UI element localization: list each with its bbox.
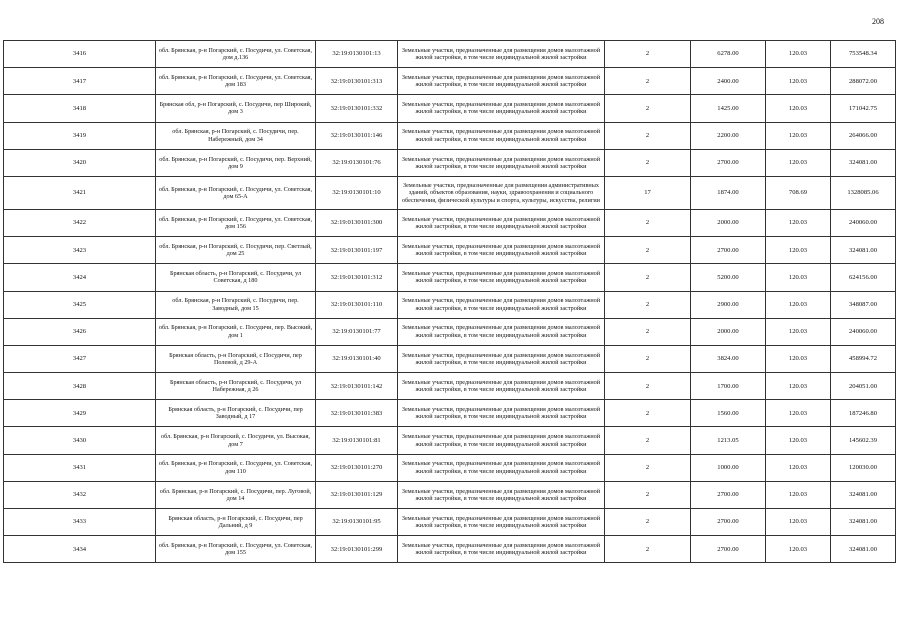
land-use-cell: Земельные участки, предназначенные для размещения домов малоэтажной жилой застройки, в том числе индивидуальной жилой застройки (398, 509, 605, 536)
specific-value-cell: 120.03 (766, 400, 831, 427)
specific-value-cell: 120.03 (766, 68, 831, 95)
specific-value-cell: 708.69 (766, 176, 831, 209)
table-row (4, 149, 896, 176)
group-cell: 2 (605, 509, 691, 536)
address-cell: обл. Брянская, р-н Погарский, с. Посудичи, ул. Советская, дом 110 (156, 454, 316, 481)
address-cell: обл. Брянская, р-н Погарский, с. Посудичи, пер. Луговой, дом 14 (156, 481, 316, 508)
land-use-cell: Земельные участки, предназначенные для размещения домов малоэтажной жилой застройки, в том числе индивидуальной жилой застройки (398, 237, 605, 264)
group-cell: 2 (605, 122, 691, 149)
cadastral-number-cell: 32:19:0130101:95 (316, 509, 398, 536)
area-cell: 2700.00 (691, 149, 766, 176)
address-cell: обл. Брянская, р-н Погарский, с. Посудичи, ул. Советская, дом 156 (156, 209, 316, 236)
table-row (4, 237, 896, 264)
area-cell: 2400.00 (691, 68, 766, 95)
row-number-cell: 3428 (4, 373, 156, 400)
specific-value-cell: 120.03 (766, 318, 831, 345)
cadastral-number-cell: 32:19:0130101:146 (316, 122, 398, 149)
row-number-cell: 3418 (4, 95, 156, 122)
cadastral-value-cell: 145602.39 (831, 427, 896, 454)
table-row (4, 264, 896, 291)
specific-value-cell: 120.03 (766, 209, 831, 236)
row-number-cell: 3431 (4, 454, 156, 481)
cadastral-value-cell: 204051.00 (831, 373, 896, 400)
specific-value-cell: 120.03 (766, 237, 831, 264)
area-cell: 1700.00 (691, 373, 766, 400)
land-use-cell: Земельные участки, предназначенные для размещения домов малоэтажной жилой застройки, в том числе индивидуальной жилой застройки (398, 427, 605, 454)
land-use-cell: Земельные участки, предназначенные для размещения домов малоэтажной жилой застройки, в том числе индивидуальной жилой застройки (398, 41, 605, 68)
group-cell: 17 (605, 176, 691, 209)
table-row (4, 176, 896, 209)
row-number-cell: 3423 (4, 237, 156, 264)
table-row (4, 122, 896, 149)
area-cell: 2000.00 (691, 318, 766, 345)
row-number-cell: 3419 (4, 122, 156, 149)
cadastral-value-cell: 240060.00 (831, 209, 896, 236)
cadastral-value-cell: 624156.00 (831, 264, 896, 291)
address-cell: обл. Брянская, р-н Погарский, с. Посудичи, ул. Советская, дом д.136 (156, 41, 316, 68)
specific-value-cell: 120.03 (766, 291, 831, 318)
area-cell: 2900.00 (691, 291, 766, 318)
cadastral-value-cell: 348087.00 (831, 291, 896, 318)
cadastral-number-cell: 32:19:0130101:383 (316, 400, 398, 427)
table-row (4, 345, 896, 372)
group-cell: 2 (605, 68, 691, 95)
row-number-cell: 3427 (4, 345, 156, 372)
area-cell: 5200.00 (691, 264, 766, 291)
cadastral-number-cell: 32:19:0130101:10 (316, 176, 398, 209)
cadastral-number-cell: 32:19:0130101:76 (316, 149, 398, 176)
table-row (4, 454, 896, 481)
land-use-cell: Земельные участки, предназначенные для размещения домов малоэтажной жилой застройки, в том числе индивидуальной жилой застройки (398, 149, 605, 176)
cadastral-number-cell: 32:19:0130101:129 (316, 481, 398, 508)
cadastral-value-cell: 324081.00 (831, 536, 896, 563)
cadastral-number-cell: 32:19:0130101:40 (316, 345, 398, 372)
land-use-cell: Земельные участки, предназначенные для размещения домов малоэтажной жилой застройки, в том числе индивидуальной жилой застройки (398, 454, 605, 481)
group-cell: 2 (605, 400, 691, 427)
area-cell: 3824.00 (691, 345, 766, 372)
group-cell: 2 (605, 481, 691, 508)
area-cell: 1560.00 (691, 400, 766, 427)
cadastral-number-cell: 32:19:0130101:312 (316, 264, 398, 291)
cadastral-value-cell: 171042.75 (831, 95, 896, 122)
address-cell: обл. Брянская, р-н Погарский, с. Посудичи, ул. Высокая, дом 7 (156, 427, 316, 454)
area-cell: 2700.00 (691, 536, 766, 563)
row-number-cell: 3429 (4, 400, 156, 427)
cadastral-number-cell: 32:19:0130101:197 (316, 237, 398, 264)
specific-value-cell: 120.03 (766, 122, 831, 149)
group-cell: 2 (605, 41, 691, 68)
address-cell: Брянская область, р-н Погарский, с. Посудичи, пер Заводный, д 17 (156, 400, 316, 427)
group-cell: 2 (605, 95, 691, 122)
cadastral-number-cell: 32:19:0130101:13 (316, 41, 398, 68)
row-number-cell: 3416 (4, 41, 156, 68)
cadastral-number-cell: 32:19:0130101:313 (316, 68, 398, 95)
specific-value-cell: 120.03 (766, 95, 831, 122)
area-cell: 6278.00 (691, 41, 766, 68)
table-row (4, 481, 896, 508)
land-use-cell: Земельные участки, предназначенные для размещения административных зданий, объектов образования, науки, здравоохранения и социального обеспечения, физической культуры и спорта, культуры, искусства, религии (398, 176, 605, 209)
table-row (4, 400, 896, 427)
row-number-cell: 3430 (4, 427, 156, 454)
land-use-cell: Земельные участки, предназначенные для размещения домов малоэтажной жилой застройки, в том числе индивидуальной жилой застройки (398, 68, 605, 95)
table-row (4, 427, 896, 454)
table-row (4, 291, 896, 318)
cadastral-number-cell: 32:19:0130101:299 (316, 536, 398, 563)
cadastral-value-cell: 324081.00 (831, 237, 896, 264)
land-use-cell: Земельные участки, предназначенные для размещения домов малоэтажной жилой застройки, в том числе индивидуальной жилой застройки (398, 373, 605, 400)
row-number-cell: 3432 (4, 481, 156, 508)
land-use-cell: Земельные участки, предназначенные для размещения домов малоэтажной жилой застройки, в том числе индивидуальной жилой застройки (398, 400, 605, 427)
specific-value-cell: 120.03 (766, 345, 831, 372)
group-cell: 2 (605, 149, 691, 176)
cadastral-number-cell: 32:19:0130101:142 (316, 373, 398, 400)
address-cell: обл. Брянская, р-н Погарский, с. Посудичи, пер. Светлый, дом 25 (156, 237, 316, 264)
area-cell: 1874.00 (691, 176, 766, 209)
land-use-cell: Земельные участки, предназначенные для размещения домов малоэтажной жилой застройки, в том числе индивидуальной жилой застройки (398, 345, 605, 372)
cadastral-number-cell: 32:19:0130101:300 (316, 209, 398, 236)
specific-value-cell: 120.03 (766, 509, 831, 536)
cadastral-value-cell: 324081.00 (831, 509, 896, 536)
address-cell: Брянская область, р-н Погарский, с. Посудичи, пер Дальний, д 9 (156, 509, 316, 536)
table-row (4, 373, 896, 400)
cadastral-value-cell: 187246.80 (831, 400, 896, 427)
land-use-cell: Земельные участки, предназначенные для размещения домов малоэтажной жилой застройки, в том числе индивидуальной жилой застройки (398, 95, 605, 122)
area-cell: 2700.00 (691, 509, 766, 536)
address-cell: обл. Брянская, р-н Погарский, с. Посудичи, пер. Верхний, дом 9 (156, 149, 316, 176)
area-cell: 1000.00 (691, 454, 766, 481)
cadastral-value-cell: 120030.00 (831, 454, 896, 481)
specific-value-cell: 120.03 (766, 454, 831, 481)
address-cell: обл. Брянская, р-н Погарский, с. Посудичи, ул. Советская, дом 65-А (156, 176, 316, 209)
row-number-cell: 3434 (4, 536, 156, 563)
address-cell: обл. Брянская, р-н Погарский, с. Посудичи, пер. Высокий, дом 1 (156, 318, 316, 345)
land-use-cell: Земельные участки, предназначенные для размещения домов малоэтажной жилой застройки, в том числе индивидуальной жилой застройки (398, 122, 605, 149)
table-row (4, 509, 896, 536)
row-number-cell: 3433 (4, 509, 156, 536)
row-number-cell: 3420 (4, 149, 156, 176)
cadastral-number-cell: 32:19:0130101:110 (316, 291, 398, 318)
group-cell: 2 (605, 264, 691, 291)
table-row (4, 95, 896, 122)
specific-value-cell: 120.03 (766, 149, 831, 176)
address-cell: Брянская область, р-н Погарский, с. Посудичи, ул Набережная, д 26 (156, 373, 316, 400)
cadastral-number-cell: 32:19:0130101:270 (316, 454, 398, 481)
row-number-cell: 3417 (4, 68, 156, 95)
area-cell: 1213.05 (691, 427, 766, 454)
row-number-cell: 3421 (4, 176, 156, 209)
area-cell: 1425.00 (691, 95, 766, 122)
group-cell: 2 (605, 237, 691, 264)
land-use-cell: Земельные участки, предназначенные для размещения домов малоэтажной жилой застройки, в том числе индивидуальной жилой застройки (398, 318, 605, 345)
row-number-cell: 3426 (4, 318, 156, 345)
address-cell: обл. Брянская, р-н Погарский, с. Посудичи, пер. Заводный, дом 15 (156, 291, 316, 318)
specific-value-cell: 120.03 (766, 536, 831, 563)
specific-value-cell: 120.03 (766, 373, 831, 400)
cadastral-value-cell: 458994.72 (831, 345, 896, 372)
table-row (4, 536, 896, 563)
address-cell: Брянская область, р-н Погарский, с. Посудичи, ул Советская, д 180 (156, 264, 316, 291)
land-use-cell: Земельные участки, предназначенные для размещения домов малоэтажной жилой застройки, в том числе индивидуальной жилой застройки (398, 536, 605, 563)
row-number-cell: 3425 (4, 291, 156, 318)
cadastral-number-cell: 32:19:0130101:77 (316, 318, 398, 345)
area-cell: 2700.00 (691, 237, 766, 264)
cadastral-value-cell: 240060.00 (831, 318, 896, 345)
address-cell: обл. Брянская, р-н Погарский, с. Посудичи, пер. Набережный, дом 34 (156, 122, 316, 149)
table-row (4, 209, 896, 236)
address-cell: обл. Брянская, р-н Погарский, с. Посудичи, ул. Советская, дом 155 (156, 536, 316, 563)
land-use-cell: Земельные участки, предназначенные для размещения домов малоэтажной жилой застройки, в том числе индивидуальной жилой застройки (398, 209, 605, 236)
address-cell: обл. Брянская, р-н Погарский, с. Посудичи, ул. Советская, дом 183 (156, 68, 316, 95)
specific-value-cell: 120.03 (766, 427, 831, 454)
address-cell: Брянская область, р-н Погарский, с Посудичи, пер Полевой, д 29-А (156, 345, 316, 372)
area-cell: 2200.00 (691, 122, 766, 149)
group-cell: 2 (605, 291, 691, 318)
group-cell: 2 (605, 373, 691, 400)
cadastral-value-cell: 324081.00 (831, 481, 896, 508)
cadastral-value-cell: 324081.00 (831, 149, 896, 176)
land-use-cell: Земельные участки, предназначенные для размещения домов малоэтажной жилой застройки, в том числе индивидуальной жилой застройки (398, 481, 605, 508)
land-registry-table (3, 40, 896, 563)
cadastral-number-cell: 32:19:0130101:81 (316, 427, 398, 454)
group-cell: 2 (605, 209, 691, 236)
area-cell: 2700.00 (691, 481, 766, 508)
table-row (4, 68, 896, 95)
address-cell: Брянская обл, р-н Погарский, с. Посудичи, пер Широкий, дом 3 (156, 95, 316, 122)
group-cell: 2 (605, 536, 691, 563)
specific-value-cell: 120.03 (766, 264, 831, 291)
page-number: 208 (872, 17, 884, 26)
row-number-cell: 3422 (4, 209, 156, 236)
land-use-cell: Земельные участки, предназначенные для размещения домов малоэтажной жилой застройки, в том числе индивидуальной жилой застройки (398, 291, 605, 318)
cadastral-value-cell: 264066.00 (831, 122, 896, 149)
row-number-cell: 3424 (4, 264, 156, 291)
table-row (4, 318, 896, 345)
group-cell: 2 (605, 427, 691, 454)
cadastral-value-cell: 753548.34 (831, 41, 896, 68)
table-row (4, 41, 896, 68)
cadastral-value-cell: 288072.00 (831, 68, 896, 95)
group-cell: 2 (605, 318, 691, 345)
cadastral-value-cell: 1328085.06 (831, 176, 896, 209)
group-cell: 2 (605, 454, 691, 481)
area-cell: 2000.00 (691, 209, 766, 236)
cadastral-number-cell: 32:19:0130101:332 (316, 95, 398, 122)
group-cell: 2 (605, 345, 691, 372)
specific-value-cell: 120.03 (766, 41, 831, 68)
land-use-cell: Земельные участки, предназначенные для размещения домов малоэтажной жилой застройки, в том числе индивидуальной жилой застройки (398, 264, 605, 291)
specific-value-cell: 120.03 (766, 481, 831, 508)
